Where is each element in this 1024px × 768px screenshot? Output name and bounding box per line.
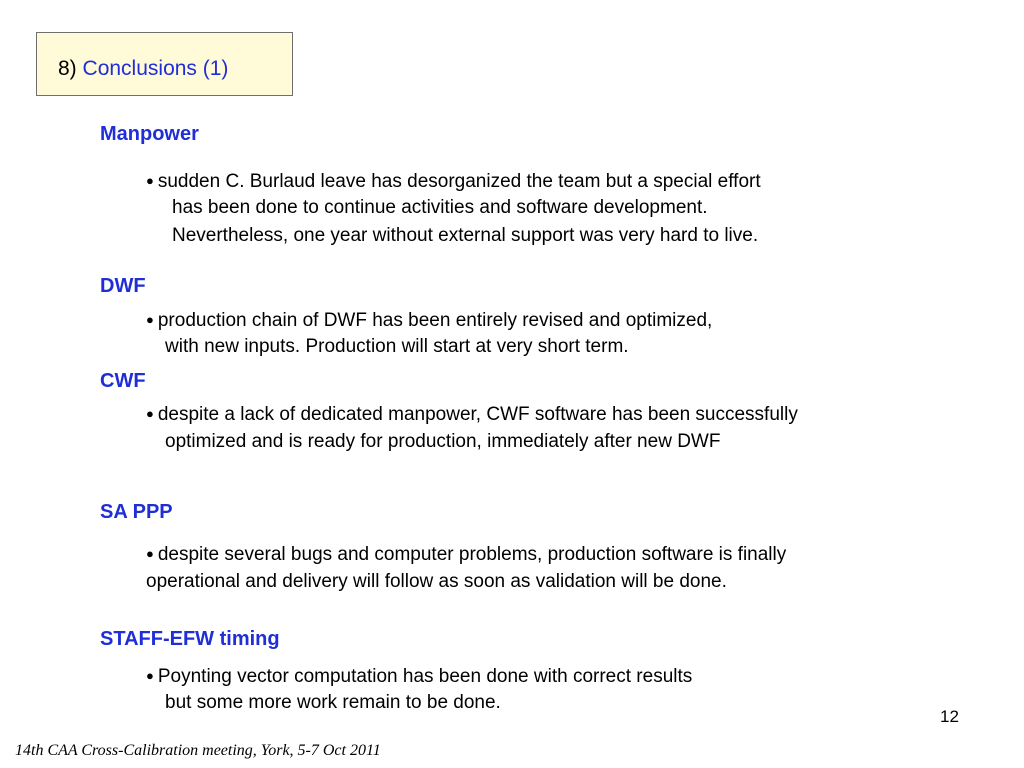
slide-title bbox=[58, 57, 228, 81]
bullet-dwf-line-2: with new inputs. Production will start at very short term. bbox=[165, 336, 629, 357]
bullet-staff-efw-line-2: but some more work remain to be done. bbox=[165, 692, 501, 713]
bullet-manpower-line-2: has been done to continue activities and software development. bbox=[172, 197, 708, 218]
page-number: 12 bbox=[940, 707, 959, 726]
bullet-cwf-line-2: optimized and is ready for production, immediately after new DWF bbox=[165, 431, 721, 452]
title-text: Conclusions (1) bbox=[82, 57, 229, 80]
bullet-icon: ● bbox=[146, 546, 154, 561]
title-number: 8) bbox=[58, 57, 77, 80]
bullet-icon: ● bbox=[146, 173, 154, 188]
heading-staff-efw-timing: STAFF-EFW timing bbox=[100, 628, 280, 650]
bullet-text: despite several bugs and computer problems, production software is finally bbox=[157, 544, 787, 565]
bullet-text: production chain of DWF has been entirely revised and optimized, bbox=[157, 310, 713, 331]
title-box bbox=[36, 32, 293, 96]
heading-sa-ppp: SA PPP bbox=[100, 501, 173, 523]
bullet-icon: ● bbox=[146, 406, 154, 421]
bullet-staff-efw-line-1 bbox=[146, 664, 692, 689]
bullet-text: despite a lack of dedicated manpower, CWF software has been successfully bbox=[157, 404, 798, 425]
footer-text: 14th CAA Cross-Calibration meeting, York, 5-7 Oct 2011 bbox=[15, 742, 381, 759]
bullet-text: Poynting vector computation has been done with correct results bbox=[157, 666, 693, 687]
bullet-dwf-line-1 bbox=[146, 308, 712, 333]
bullet-icon: ● bbox=[146, 668, 154, 683]
bullet-manpower-line-1 bbox=[146, 169, 761, 194]
heading-dwf: DWF bbox=[100, 275, 146, 297]
bullet-cwf-line-1 bbox=[146, 402, 798, 427]
bullet-icon: ● bbox=[146, 312, 154, 327]
heading-cwf: CWF bbox=[100, 370, 146, 392]
heading-manpower: Manpower bbox=[100, 123, 199, 145]
bullet-text: sudden C. Burlaud leave has desorganized the team but a special effort bbox=[157, 171, 761, 192]
bullet-sa-ppp-line-1 bbox=[146, 542, 786, 567]
bullet-manpower-line-3: Nevertheless, one year without external support was very hard to live. bbox=[172, 225, 759, 246]
bullet-sa-ppp-line-2: operational and delivery will follow as soon as validation will be done. bbox=[146, 571, 727, 592]
